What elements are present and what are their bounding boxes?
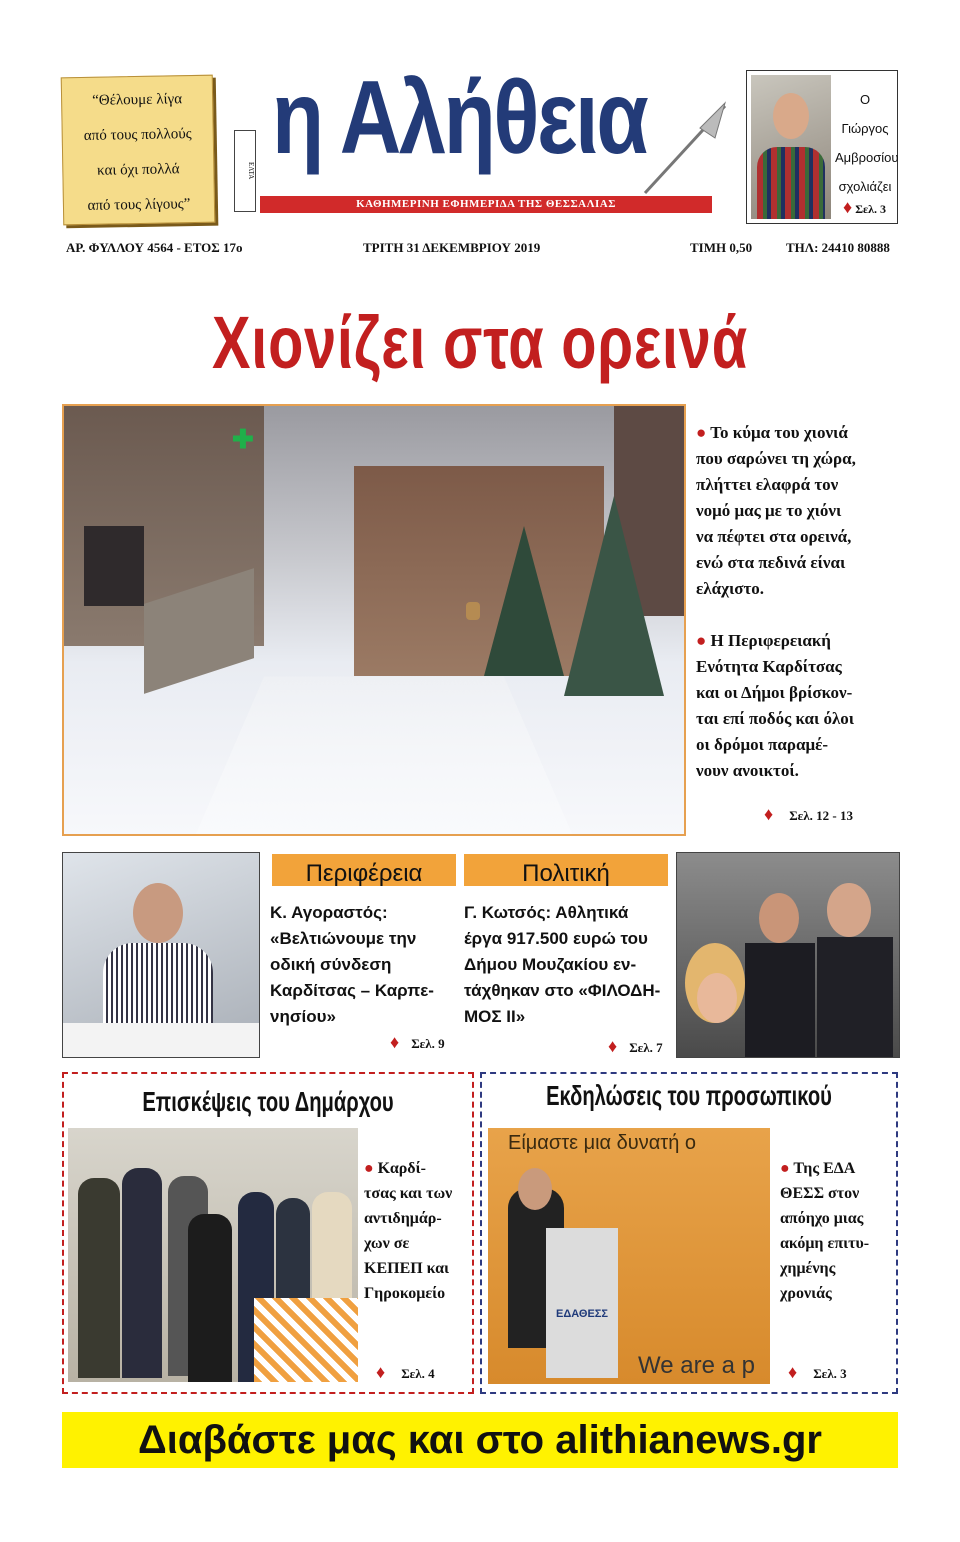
story1-page-ref: Σελ. 9 bbox=[411, 1036, 445, 1051]
story-line: «Βελτιώνουμε την bbox=[270, 929, 417, 948]
story2-page-ref: Σελ. 7 bbox=[629, 1040, 663, 1055]
box-line: Καρδί- bbox=[377, 1160, 426, 1177]
story-line: Δήμου Μουζακίου εν- bbox=[464, 955, 637, 974]
motto-line: “Θέλουμε λίγα bbox=[92, 91, 183, 109]
story-line: ΜΟΣ ΙΙ» bbox=[464, 1007, 526, 1026]
story-line: Γ. Κωτσός: Αθλητικά bbox=[464, 903, 629, 922]
newspaper-logo[interactable]: η Αλήθεια bbox=[272, 60, 647, 176]
box-line: απόηχο μιας bbox=[780, 1210, 864, 1227]
motto-line: από τους λίγους” bbox=[87, 196, 191, 214]
columnist-photo bbox=[751, 75, 831, 219]
story-line: νησίου» bbox=[270, 1007, 336, 1026]
story-line: τάχθηκαν στο «ΦΙΛΟΔΗ- bbox=[464, 981, 661, 1000]
box-line: τσας και των bbox=[364, 1185, 453, 1202]
lead-page-ref: Σελ. 12 - 13 bbox=[789, 808, 853, 823]
story-kotsos[interactable] bbox=[464, 900, 674, 1030]
phone-number: ΤΗΛ: 24410 80888 bbox=[786, 240, 890, 255]
lead-line: νομό μας με το χιόνι bbox=[696, 501, 842, 520]
issue-date: ΤΡΙΤΗ 31 ΔΕΚΕΜΒΡΙΟΥ 2019 bbox=[363, 240, 541, 255]
box-line: αντιδημάρ- bbox=[364, 1210, 442, 1227]
bullet-icon: ● bbox=[696, 423, 707, 442]
lead-line: πλήττει ελαφρά τον bbox=[696, 475, 839, 494]
bullet-icon: ● bbox=[364, 1160, 374, 1177]
issue-price: ΤΙΜΗ 0,50 bbox=[690, 240, 753, 255]
lead-line: ελάχιστο. bbox=[696, 579, 765, 598]
website-banner[interactable]: Διαβάστε μας και στο alithianews.gr bbox=[62, 1412, 898, 1468]
bullet-icon: ● bbox=[780, 1160, 790, 1177]
motto-box bbox=[61, 75, 216, 226]
box2-page-ref: Σελ. 3 bbox=[813, 1366, 847, 1381]
staff-events-photo[interactable] bbox=[488, 1128, 770, 1384]
columnist-line: Αμβροσίου bbox=[835, 150, 899, 165]
agorastos-photo[interactable] bbox=[62, 852, 260, 1058]
columnist-line: Ο Γιώργος bbox=[841, 92, 889, 136]
issue-number: ΑΡ. ΦΥΛΛΟΥ 4564 - ΕΤΟΣ 17ο bbox=[66, 240, 243, 255]
staff-events-text bbox=[780, 1156, 890, 1306]
staff-events-title: Εκδηλώσεις του προσωπικού bbox=[546, 1080, 832, 1111]
lead-line: που σαρώνει τη χώρα, bbox=[696, 449, 856, 468]
lead-line: ται επί ποδός και όλοι bbox=[696, 709, 855, 728]
lead-line: οι δρόμοι παραμέ- bbox=[696, 735, 829, 754]
podium-logo: ΕΔΑΘΕΣΣ bbox=[556, 1308, 608, 1320]
diamond-icon: ♦ bbox=[608, 1036, 618, 1056]
columnist-line: σχολιάζει bbox=[838, 179, 892, 194]
mayor-visits-title: Επισκέψεις του Δημάρχου bbox=[142, 1086, 394, 1117]
quill-icon bbox=[640, 98, 730, 198]
box-line: ακόμη επιτυ- bbox=[780, 1235, 870, 1252]
mayor-visits-photo[interactable] bbox=[68, 1128, 358, 1382]
lead-line: Η Περιφερειακή bbox=[710, 631, 831, 650]
lead-line: και οι Δήμοι βρίσκον- bbox=[696, 683, 853, 702]
story-line: Καρδίτσας – Καρπε- bbox=[270, 981, 434, 1000]
box-line: χρονιάς bbox=[780, 1285, 832, 1302]
motto-line: από τους πολλούς bbox=[83, 126, 192, 144]
lead-line: ενώ στα πεδινά είναι bbox=[696, 553, 846, 572]
lead-line: να πέφτει στα ορεινά, bbox=[696, 527, 852, 546]
lead-line: Ενότητα Καρδίτσας bbox=[696, 657, 842, 676]
box-line: χημένης bbox=[780, 1260, 836, 1277]
box-line: Της ΕΔΑ bbox=[793, 1160, 856, 1177]
main-headline[interactable]: Χιονίζει στα ορεινά bbox=[212, 301, 748, 384]
tab-politiki[interactable]: Πολιτική bbox=[464, 854, 668, 886]
tab-periferia[interactable]: Περιφέρεια bbox=[272, 854, 456, 886]
box-line: ΚΕΠΕΠ και bbox=[364, 1260, 449, 1277]
snow-street-photo[interactable] bbox=[62, 404, 686, 836]
diamond-icon: ♦ bbox=[788, 1362, 798, 1382]
lead-bullets bbox=[696, 420, 906, 784]
mayor-visits-text bbox=[364, 1156, 474, 1306]
photo-slogan-top: Είμαστε μια δυνατή ο bbox=[508, 1132, 697, 1154]
columnist-box[interactable] bbox=[746, 70, 898, 224]
lead-line: νουν ανοικτοί. bbox=[696, 761, 799, 780]
motto-line: και όχι πολλά bbox=[96, 161, 180, 179]
diamond-icon: ♦ bbox=[843, 197, 853, 217]
lead-line: Το κύμα του χιονιά bbox=[710, 423, 848, 442]
politicians-photo[interactable] bbox=[676, 852, 900, 1058]
newspaper-subtitle: ΚΑΘΗΜΕΡΙΝΗ ΕΦΗΜΕΡΙΔΑ ΤΗΣ ΘΕΣΣΑΛΙΑΣ bbox=[260, 196, 712, 213]
photo-slogan-bottom: We are a p bbox=[638, 1352, 755, 1379]
diamond-icon: ♦ bbox=[376, 1362, 386, 1382]
diamond-icon: ♦ bbox=[764, 804, 774, 824]
box1-page-ref: Σελ. 4 bbox=[401, 1366, 435, 1381]
bullet-icon: ● bbox=[696, 631, 707, 650]
box-line: ΘΕΣΣ στον bbox=[780, 1185, 860, 1202]
story-agorastos[interactable] bbox=[270, 900, 470, 1030]
story-line: έργα 917.500 ευρώ του bbox=[464, 929, 648, 948]
story-line: οδική σύνδεση bbox=[270, 955, 392, 974]
elta-stamp: ΕΛΤΑ bbox=[234, 130, 256, 212]
box-line: χων σε bbox=[364, 1235, 410, 1252]
columnist-page-ref: Σελ. 3 bbox=[855, 202, 887, 216]
pharmacy-cross-icon: ✚ bbox=[232, 425, 254, 454]
story-line: Κ. Αγοραστός: bbox=[270, 903, 388, 922]
box-line: Γηροκομείο bbox=[364, 1285, 446, 1302]
diamond-icon: ♦ bbox=[390, 1032, 400, 1052]
